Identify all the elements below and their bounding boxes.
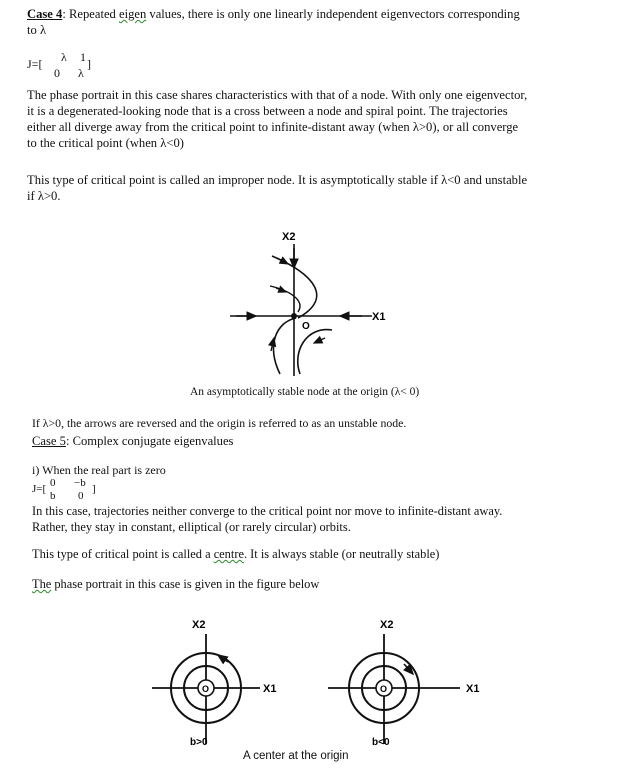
x1-label: X1 [466,683,480,695]
reversed-note: If λ>0, the arrows are reversed and the origin is referred to as an unstable node. [32,416,407,430]
matrix-r2c1: 0 [54,66,60,80]
b-sign-label: b<0 [372,737,390,748]
case4-heading-line2: to λ [27,23,47,37]
trajectory-4 [270,286,300,312]
case4-heading-rest-b: values, there is only one linearly independent eigenvectors corresponding [146,7,520,21]
origin-label: O [202,684,210,694]
x2-label: X2 [192,619,206,631]
case5-paragraph-1 [32,503,502,535]
trajectory-2 [273,318,296,374]
case4-heading-rest-a: : Repeated [62,7,119,21]
case5-matrix [32,478,112,504]
text-line: either all diverge away from the critical point to infinite-distant away (when λ>0), or all converge [27,120,519,134]
centre-figure-b-positive [140,614,310,749]
trajectory-3 [298,330,332,374]
figure-caption-1: An asymptotically stable node at the origin (λ< 0) [190,386,420,398]
case4-heading-line [27,6,520,22]
portrait-line [32,576,319,592]
matrix-prefix: J=[ [27,57,43,71]
matrix-r1c1: 0 [50,477,56,489]
case4-matrix [27,52,107,82]
improper-node-figure [222,226,392,381]
matrix-suffix: ] [92,483,96,495]
origin-label: O [380,684,388,694]
text-line: The phase portrait in this case shares characteristics with that of a node. With only one eigenvector, [27,88,528,102]
text-line: it is a degenerated-looking node that is a cross between a node and spiral point. The trajectories [27,104,508,118]
matrix-r1c1: λ [61,50,67,64]
matrix-prefix: J=[ [32,483,47,495]
matrix-r1c2: −b [74,477,86,489]
case5-heading-rest: : Complex conjugate eigenvalues [65,434,234,448]
figure-caption-2: A center at the origin [243,750,349,762]
b-sign-label: b>0 [190,737,208,748]
x1-label: X1 [263,683,277,695]
text-line: to the critical point (when λ<0) [27,136,184,150]
case5-subheading: i) When the real part is zero [32,463,166,477]
portrait-the: The [32,577,52,591]
matrix-r2c1: b [50,490,56,502]
x2-label: X2 [282,231,296,243]
x1-label: X1 [372,311,386,323]
text-line: In this case, trajectories neither converge to the critical point nor move to infinite-distant away. [32,504,503,518]
case5-heading: Case 5 [32,434,66,448]
matrix-r2c2: 0 [78,490,84,502]
matrix-r2c2: λ [78,66,84,80]
centre-text-b: . It is always stable (or neutrally stable) [243,547,440,561]
centre-word: centre [213,547,244,561]
centre-line [32,546,439,562]
origin-label: O [302,321,310,332]
case4-paragraph-2 [27,172,527,204]
matrix-r1c2: 1 [80,50,86,64]
portrait-rest: phase portrait in this case is given in the figure below [51,577,320,591]
text-line: This type of critical point is called an improper node. It is asymptotically stable if λ<0 and unstable [27,173,528,187]
centre-figure-b-negative [320,614,500,749]
text-line: if λ>0. [27,189,61,203]
case4-paragraph-1 [27,87,527,151]
centre-text-a: This type of critical point is called a [32,547,214,561]
x2-label: X2 [380,619,394,631]
case4-heading: Case 4 [27,7,63,21]
case5-heading-line [32,433,233,449]
matrix-suffix: ] [87,57,91,71]
eigen-word: eigen [118,7,147,21]
text-line: Rather, they stay in constant, elliptical (or rarely circular) orbits. [32,520,351,534]
